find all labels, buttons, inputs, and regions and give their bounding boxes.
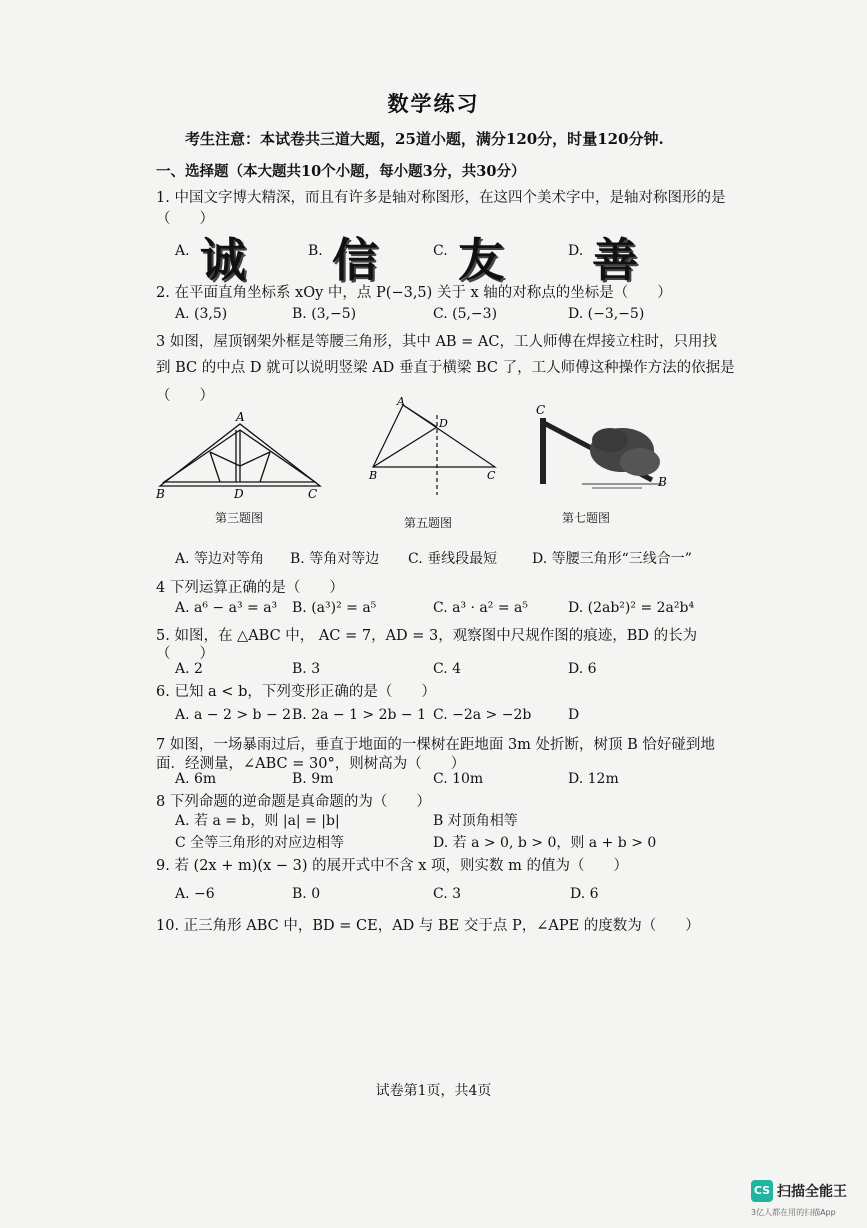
fig3-label-a: A	[236, 410, 245, 424]
q5-blank: （ ）	[156, 646, 214, 662]
fig5-triangle-diagram	[365, 395, 505, 505]
q3-option-b: B. 等角对等边	[290, 551, 380, 567]
scanner-logo-icon: CS	[751, 1180, 773, 1202]
q5-option-a: A. 2	[175, 661, 203, 677]
q10-stem: 10. 正三角形 ABC 中，BD = CE，AD 与 BE 交于点 P，∠APE 的度数为（ ）	[156, 918, 700, 934]
q8-option-a: A. 若 a = b，则 |a| = |b|	[175, 813, 340, 829]
q6-option-a: A. a − 2 > b − 2	[175, 707, 292, 723]
q4-option-d: D. (2ab²)² = 2a²b⁴	[568, 600, 695, 616]
q5-option-b: B. 3	[292, 661, 321, 677]
q8-stem: 8 下列命题的逆命题是真命题的为（ ）	[156, 794, 431, 810]
q7-stem-line2: 面．经测量，∠ABC = 30°，则树高为（ ）	[156, 756, 466, 772]
q6-option-b: B. 2a − 1 > 2b − 1	[292, 707, 427, 723]
q2-stem: 2. 在平面直角坐标系 xOy 中，点 P(−3,5) 关于 x 轴的对称点的坐标是（ ）	[156, 285, 672, 301]
q1-option-label-b: B.	[308, 243, 323, 259]
q3-option-d: D. 等腰三角形“三线合一”	[532, 551, 692, 567]
fig5-label-b: B	[369, 469, 378, 482]
q3-option-c: C. 垂线段最短	[408, 551, 498, 567]
section-heading: 一、选择题（本大题共10个小题，每小题3分，共30分）	[156, 163, 526, 180]
q2-option-c: C. (5,−3)	[433, 306, 498, 322]
q1-option-label-d: D.	[568, 243, 584, 259]
q3-option-a: A. 等边对等角	[175, 551, 265, 567]
fig7-tree-diagram	[532, 400, 672, 495]
q7-option-a: A. 6m	[175, 771, 217, 787]
q1-blank: （ ）	[156, 211, 214, 227]
fig3-caption: 第三题图	[215, 511, 264, 525]
q1-char-d: 善	[592, 233, 638, 287]
q2-option-d: D. (−3,−5)	[568, 306, 645, 322]
q4-option-a: A. a⁶ − a³ = a³	[175, 600, 278, 616]
q7-option-c: C. 10m	[433, 771, 484, 787]
q1-char-b: 信	[332, 233, 378, 287]
q9-option-a: A. −6	[175, 886, 215, 902]
q7-option-d: D. 12m	[568, 771, 619, 787]
q1-option-label-a: A.	[175, 243, 190, 259]
fig5-caption: 第五题图	[404, 516, 453, 530]
fig7-label-c: C	[536, 403, 546, 417]
q1-char-c: 友	[458, 233, 504, 287]
scanner-name: 扫描全能王	[777, 1184, 847, 1200]
fig5-label-c: C	[487, 469, 496, 482]
fig7-caption: 第七题图	[562, 511, 611, 525]
q3-blank: （ ）	[156, 388, 214, 404]
q1-stem: 1. 中国文字博大精深，而且有许多是轴对称图形，在这四个美术字中，是轴对称图形的是	[156, 190, 726, 206]
q7-option-b: B. 9m	[292, 771, 334, 787]
q9-option-b: B. 0	[292, 886, 321, 902]
q7-stem-line1: 7 如图，一场暴雨过后，垂直于地面的一棵树在距地面 3m 处折断，树顶 B 恰好碰到地	[156, 737, 715, 753]
fig3-truss-diagram	[150, 408, 340, 503]
q4-option-c: C. a³ · a² = a⁵	[433, 600, 528, 616]
q5-option-c: C. 4	[433, 661, 462, 677]
fig5-label-a: A	[397, 395, 405, 408]
q3-stem-line1: 3 如图，屋顶钢架外框是等腰三角形，其中 AB = AC，工人师傅在焊接立柱时，只用找	[156, 334, 718, 350]
q1-char-a: 诚	[200, 233, 246, 287]
q8-option-b: B 对顶角相等	[433, 813, 518, 829]
q4-stem: 4 下列运算正确的是（ ）	[156, 580, 344, 596]
q4-option-b: B. (a³)² = a⁵	[292, 600, 377, 616]
fig5-label-d: D	[439, 417, 448, 430]
q9-option-d: D. 6	[570, 886, 599, 902]
q8-option-c: C 全等三角形的对应边相等	[175, 835, 345, 851]
page-footer: 试卷第1页，共4页	[375, 1083, 492, 1099]
q2-option-a: A. (3,5)	[175, 306, 228, 322]
exam-notice: 考生注意：本试卷共三道大题，25道小题，满分120分，时量120分钟.	[185, 130, 664, 148]
q9-option-c: C. 3	[433, 886, 462, 902]
fig3-label-d: D	[234, 487, 244, 501]
q8-option-d: D. 若 a > 0, b > 0，则 a + b > 0	[433, 835, 657, 851]
fig3-label-b: B	[156, 487, 165, 501]
fig7-label-b: B	[658, 475, 667, 489]
q5-option-d: D. 6	[568, 661, 597, 677]
q5-stem: 5. 如图，在 △ABC 中， AC = 7，AD = 3，观察图中尺规作图的痕迹，BD 的长为	[156, 628, 698, 644]
q6-option-c: C. −2a > −2b	[433, 707, 532, 723]
q1-option-label-c: C.	[433, 243, 448, 259]
q2-option-b: B. (3,−5)	[292, 306, 357, 322]
q9-stem: 9. 若 (2x + m)(x − 3) 的展开式中不含 x 项，则实数 m 的值为（ ）	[156, 858, 628, 874]
q3-stem-line2: 到 BC 的中点 D 就可以说明竖梁 AD 垂直于横梁 BC 了，工人师傅这种操作方法的依据是	[156, 360, 735, 376]
q6-option-d: D	[568, 707, 580, 723]
scanner-watermark	[751, 1180, 847, 1202]
q6-stem: 6. 已知 a < b，下列变形正确的是（ ）	[156, 684, 436, 700]
page-title: 数学练习	[387, 91, 480, 116]
fig3-label-c: C	[308, 487, 318, 501]
scanner-tagline: 3亿人都在用的扫描App	[751, 1208, 836, 1217]
